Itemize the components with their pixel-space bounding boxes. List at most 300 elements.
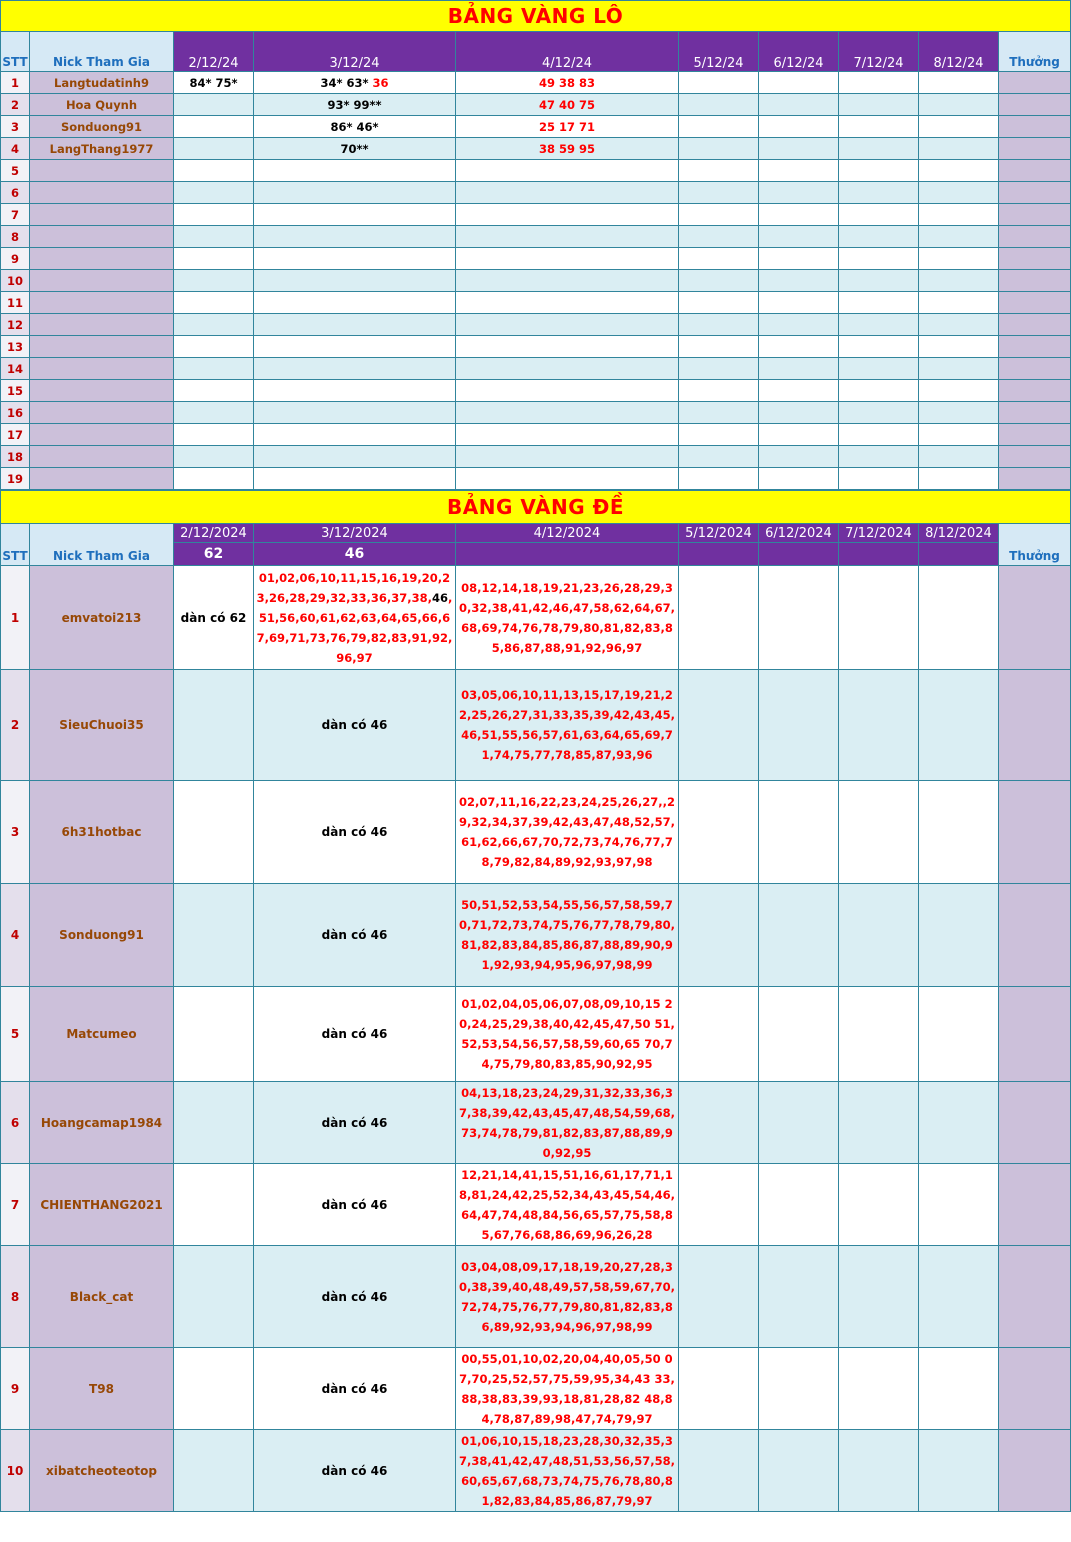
table-row	[1, 781, 1071, 884]
lo-entry-cell	[759, 72, 839, 94]
row-number: 16	[1, 402, 30, 424]
lo-entry-cell	[254, 270, 456, 292]
row-number: 6	[1, 1082, 30, 1164]
lo-entry-miss: 36	[368, 75, 389, 90]
reward-cell	[999, 402, 1071, 424]
de-result-cell: 46	[254, 543, 456, 566]
lo-entry-cell	[759, 204, 839, 226]
lo-entry-cell	[919, 138, 999, 160]
lo-entry-cell	[254, 468, 456, 490]
de-entry-cell	[456, 1348, 679, 1430]
table-row	[1, 336, 1071, 358]
de-entry-cell	[174, 781, 254, 884]
de-number-list	[254, 568, 455, 668]
table-row	[1, 358, 1071, 380]
lo-entry-cell	[919, 336, 999, 358]
lo-entry-cell	[679, 116, 759, 138]
reward-cell	[999, 182, 1071, 204]
lo-entry-cell	[174, 248, 254, 270]
lo-entry-cell	[456, 160, 679, 182]
lo-entry-cell	[839, 160, 919, 182]
lo-entry-cell	[839, 182, 919, 204]
de-entry-cell: dàn có 46	[254, 1164, 456, 1246]
lo-entry-cell	[839, 380, 919, 402]
lo-entry-cell	[919, 204, 999, 226]
nick-name	[30, 160, 174, 182]
lo-entry-cell	[919, 182, 999, 204]
nick-name	[30, 314, 174, 336]
nick-name	[30, 468, 174, 490]
de-entry-cell	[679, 1246, 759, 1348]
lo-entry-cell	[759, 226, 839, 248]
de-entry-cell: dàn có 46	[254, 1430, 456, 1512]
lo-entry-cell: 47 40 75	[456, 94, 679, 116]
de-entry-cell	[679, 781, 759, 884]
nick-name: emvatoi213	[30, 566, 174, 670]
lo-entry-cell	[919, 72, 999, 94]
table-row	[1, 72, 1071, 94]
de-entry-cell	[174, 884, 254, 987]
de-number-list: 08,12,14,18,19,21,23,26,28,29,30,32,38,41,42,46,47,58,62,64,67,68,69,74,76,78,79,80,81,82,83,85,86,87,88,91,92,96,97	[458, 580, 676, 655]
de-entry-cell	[839, 566, 919, 670]
de-entry-cell	[456, 781, 679, 884]
lo-entry-cell	[919, 446, 999, 468]
lo-entry-cell	[759, 160, 839, 182]
lo-entry-cell	[759, 248, 839, 270]
lo-entry-cell	[919, 314, 999, 336]
table-row	[1, 248, 1071, 270]
de-date-header: 8/12/2024	[919, 524, 999, 543]
nick-name	[30, 358, 174, 380]
lo-entry-cell	[456, 270, 679, 292]
lo-entry-cell: 25 17 71	[456, 116, 679, 138]
reward-cell	[999, 226, 1071, 248]
nick-name: Matcumeo	[30, 987, 174, 1082]
nick-name	[30, 424, 174, 446]
de-entry-cell	[679, 884, 759, 987]
lo-entry-cell	[839, 446, 919, 468]
lo-entry-cell	[456, 292, 679, 314]
table-row	[1, 1164, 1071, 1246]
lo-entry-cell	[759, 358, 839, 380]
lo-entry-cell	[456, 336, 679, 358]
lo-entry-cell	[679, 292, 759, 314]
de-number-list-part: 01,02,06,10,11,15,16,19,20,23,26,28,29,32,33,36,37,38,	[256, 570, 451, 605]
de-number-list: 01,06,10,15,18,23,28,30,32,35,37,38,41,42,47,48,51,53,56,57,58,60,65,67,68,73,74,75,76,78,80,81,82,83,84,85,86,87,79,97	[458, 1433, 676, 1508]
row-number: 5	[1, 160, 30, 182]
table-row	[1, 566, 1071, 670]
de-entry-cell	[759, 1164, 839, 1246]
de-entry-cell	[919, 1246, 999, 1348]
de-number-hit: 46	[431, 590, 448, 605]
lo-entry-cell	[679, 226, 759, 248]
lo-entry-cell	[759, 468, 839, 490]
nick-name: xibatcheoteotop	[30, 1430, 174, 1512]
nick-name: LangThang1977	[30, 138, 174, 160]
de-entry-cell	[759, 987, 839, 1082]
table-row	[1, 182, 1071, 204]
de-number-list: 12,21,14,41,15,51,16,61,17,71,18,81,24,42,25,52,34,43,45,54,46,64,47,74,48,84,56,65,57,75,58,85,67,76,68,86,69,96,26,28	[458, 1167, 676, 1242]
table-row	[1, 468, 1071, 490]
lo-date-header: 5/12/24	[679, 32, 759, 72]
reward-cell	[999, 1430, 1071, 1512]
lo-entry-cell	[254, 314, 456, 336]
table-row	[1, 160, 1071, 182]
lo-entry-cell	[254, 358, 456, 380]
lo-date-header: 4/12/24	[456, 32, 679, 72]
lo-entry-cell	[679, 94, 759, 116]
de-entry-cell	[839, 884, 919, 987]
lo-entry-cell	[456, 226, 679, 248]
lo-date-header: 2/12/24	[174, 32, 254, 72]
nick-name	[30, 336, 174, 358]
de-result-cell	[456, 543, 679, 566]
lo-entry-cell	[254, 446, 456, 468]
lo-entry-cell	[456, 424, 679, 446]
nick-name: Sonduong91	[30, 884, 174, 987]
de-entry-cell	[839, 1082, 919, 1164]
lo-entry-cell	[839, 468, 919, 490]
lo-entry-cell	[174, 182, 254, 204]
lo-entry-cell	[759, 424, 839, 446]
row-number: 6	[1, 182, 30, 204]
lo-entry-cell	[839, 270, 919, 292]
lo-entry-cell	[254, 72, 456, 94]
de-entry-cell	[919, 781, 999, 884]
lo-entry-cell	[679, 204, 759, 226]
nick-name: Hoangcamap1984	[30, 1082, 174, 1164]
lo-entry-cell	[919, 248, 999, 270]
de-result-cell	[839, 543, 919, 566]
nick-name: Langtudatinh9	[30, 72, 174, 94]
row-number: 1	[1, 566, 30, 670]
de-entry-cell	[456, 884, 679, 987]
lo-date-header: 7/12/24	[839, 32, 919, 72]
lo-entry-cell	[456, 248, 679, 270]
nick-name	[30, 226, 174, 248]
de-entry-cell	[759, 566, 839, 670]
table-row	[1, 1082, 1071, 1164]
lo-entry-cell	[174, 94, 254, 116]
de-number-list-part: ,51,56,60,61,62,63,64,65,66,67,69,71,73,76,79,82,83,91,92,96,97	[256, 590, 453, 665]
row-number: 5	[1, 987, 30, 1082]
reward-cell	[999, 781, 1071, 884]
de-entry-cell	[759, 1082, 839, 1164]
row-number: 8	[1, 226, 30, 248]
table-row	[1, 270, 1071, 292]
de-entry-cell	[759, 781, 839, 884]
row-number: 17	[1, 424, 30, 446]
de-number-list: 04,13,18,23,24,29,31,32,33,36,37,38,39,42,43,45,47,48,54,59,68,73,74,78,79,81,82,83,87,88,89,90,92,95	[458, 1085, 676, 1160]
de-date-header: 6/12/2024	[759, 524, 839, 543]
de-number-list: 03,05,06,10,11,13,15,17,19,21,22,25,26,27,31,33,35,39,42,43,45,46,51,55,56,57,61,63,64,65,69,71,74,75,77,78,85,87,93,96	[458, 688, 676, 762]
de-entry-cell	[839, 1430, 919, 1512]
lo-entry-cell	[254, 380, 456, 402]
nick-name	[30, 204, 174, 226]
lo-entry-cell	[174, 138, 254, 160]
table-row	[1, 670, 1071, 781]
de-title: BẢNG VÀNG ĐỀ	[1, 491, 1071, 524]
row-number: 1	[1, 72, 30, 94]
nick-name: T98	[30, 1348, 174, 1430]
row-number: 3	[1, 116, 30, 138]
lo-entry-cell	[254, 402, 456, 424]
de-entry-cell: dàn có 62	[174, 566, 254, 670]
de-entry-cell: dàn có 46	[254, 1246, 456, 1348]
de-entry-cell	[174, 1246, 254, 1348]
de-entry-cell	[456, 1430, 679, 1512]
reward-cell	[999, 468, 1071, 490]
reward-cell	[999, 116, 1071, 138]
de-entry-cell	[174, 1430, 254, 1512]
row-number: 10	[1, 1430, 30, 1512]
lo-entry-cell	[679, 468, 759, 490]
row-number: 11	[1, 292, 30, 314]
lo-entry-cell	[254, 94, 456, 116]
lo-entry-cell	[839, 72, 919, 94]
de-entry-cell	[174, 1348, 254, 1430]
lo-entry-cell	[174, 402, 254, 424]
lo-entry-cell	[254, 424, 456, 446]
lo-entry-cell	[919, 116, 999, 138]
lo-date-header: 6/12/24	[759, 32, 839, 72]
table-row	[1, 116, 1071, 138]
de-entry-cell	[919, 1348, 999, 1430]
reward-cell	[999, 336, 1071, 358]
reward-cell	[999, 1082, 1071, 1164]
lo-entry-cell	[254, 336, 456, 358]
lo-title: BẢNG VÀNG LÔ	[1, 1, 1071, 32]
lo-entry-cell	[919, 270, 999, 292]
lo-entry-cell	[456, 402, 679, 424]
de-date-header: 7/12/2024	[839, 524, 919, 543]
lo-entry-cell	[919, 468, 999, 490]
bang-vang-de-table	[0, 490, 1071, 1512]
de-entry-cell	[679, 987, 759, 1082]
row-number: 4	[1, 884, 30, 987]
row-number: 9	[1, 248, 30, 270]
de-nick-header: Nick Tham Gia	[30, 524, 174, 566]
lo-entry-cell	[839, 314, 919, 336]
table-row	[1, 94, 1071, 116]
lo-entry-cell	[679, 446, 759, 468]
de-entry-cell	[919, 1164, 999, 1246]
de-entry-cell	[456, 566, 679, 670]
table-row	[1, 1348, 1071, 1430]
de-entry-cell	[254, 566, 456, 670]
lo-entry-cell	[254, 138, 456, 160]
de-entry-cell	[174, 670, 254, 781]
table-row	[1, 204, 1071, 226]
lo-nick-header: Nick Tham Gia	[30, 32, 174, 72]
reward-cell	[999, 94, 1071, 116]
reward-cell	[999, 1164, 1071, 1246]
lo-entry-cell	[174, 380, 254, 402]
de-entry-cell	[839, 670, 919, 781]
reward-cell	[999, 670, 1071, 781]
table-row	[1, 402, 1071, 424]
lo-date-header: 3/12/24	[254, 32, 456, 72]
lo-entry-cell	[679, 182, 759, 204]
de-entry-cell	[759, 1246, 839, 1348]
lo-entry-hit: 93* 99**	[327, 97, 382, 112]
table-row	[1, 138, 1071, 160]
de-number-list: 02,07,11,16,22,23,24,25,26,27,,29,32,34,37,39,42,43,47,48,52,57,61,62,66,67,70,72,73,74,76,77,78,79,82,84,89,92,93,97,98	[458, 795, 676, 869]
lo-entry-cell	[679, 314, 759, 336]
de-entry-cell	[174, 1164, 254, 1246]
de-date-header: 5/12/2024	[679, 524, 759, 543]
lo-entry-cell	[919, 160, 999, 182]
de-entry-cell	[759, 1430, 839, 1512]
reward-cell	[999, 987, 1071, 1082]
reward-cell	[999, 380, 1071, 402]
reward-cell	[999, 270, 1071, 292]
de-entry-cell	[919, 1082, 999, 1164]
lo-entry-cell	[759, 314, 839, 336]
de-date-header: 4/12/2024	[456, 524, 679, 543]
lo-entry-cell	[174, 336, 254, 358]
lo-entry-cell	[759, 116, 839, 138]
nick-name	[30, 402, 174, 424]
reward-cell	[999, 566, 1071, 670]
lo-entry-hit: 34* 63*	[320, 75, 369, 90]
reward-cell	[999, 1348, 1071, 1430]
lo-entry-cell	[254, 226, 456, 248]
de-entry-cell	[919, 1430, 999, 1512]
table-row	[1, 380, 1071, 402]
de-entry-cell	[759, 670, 839, 781]
reward-cell	[999, 314, 1071, 336]
de-entry-cell	[679, 670, 759, 781]
lo-entry-cell	[839, 116, 919, 138]
de-entry-cell	[839, 1164, 919, 1246]
lo-entry-hit: 86* 46*	[330, 119, 379, 134]
lo-entry-cell	[254, 204, 456, 226]
lo-entry-cell	[759, 380, 839, 402]
lo-entry-cell	[759, 336, 839, 358]
de-entry-cell	[679, 1082, 759, 1164]
lo-entry-cell: 49 38 83	[456, 72, 679, 94]
de-entry-cell: dàn có 46	[254, 670, 456, 781]
lo-entry-cell	[254, 292, 456, 314]
nick-name: Sonduong91	[30, 116, 174, 138]
de-number-list: 00,55,01,10,02,20,04,40,05,50 07,70,25,52,57,75,59,95,34,43 33,88,38,83,39,93,18,81,28,82 48,84,78,87,89,98,47,74,79,97	[459, 1351, 675, 1426]
lo-entry-cell	[839, 226, 919, 248]
de-stt-header: STT	[1, 524, 30, 566]
lo-entry-cell	[174, 446, 254, 468]
de-entry-cell: dàn có 46	[254, 1082, 456, 1164]
lo-entry-cell	[174, 160, 254, 182]
row-number: 12	[1, 314, 30, 336]
row-number: 19	[1, 468, 30, 490]
lo-entry-cell	[839, 358, 919, 380]
lo-entry-cell	[679, 270, 759, 292]
lo-entry-cell	[174, 424, 254, 446]
lo-entry-cell	[839, 138, 919, 160]
de-entry-cell	[456, 670, 679, 781]
lo-entry-cell	[174, 270, 254, 292]
nick-name: SieuChuoi35	[30, 670, 174, 781]
de-entry-cell	[759, 1348, 839, 1430]
de-date-header: 2/12/2024	[174, 524, 254, 543]
lo-entry-cell	[456, 468, 679, 490]
lo-entry-cell	[174, 358, 254, 380]
lo-entry-cell	[919, 424, 999, 446]
row-number: 10	[1, 270, 30, 292]
table-row	[1, 292, 1071, 314]
table-row	[1, 1246, 1071, 1348]
row-number: 14	[1, 358, 30, 380]
de-entry-cell	[839, 1348, 919, 1430]
de-number-list: 50,51,52,53,54,55,56,57,58,59,70,71,72,73,74,75,76,77,78,79,80,81,82,83,84,85,86,87,88,89,90,91,92,93,94,95,96,97,98,99	[458, 898, 676, 972]
de-entry-cell	[174, 987, 254, 1082]
lo-entry-cell	[919, 380, 999, 402]
lo-entry-cell	[919, 226, 999, 248]
reward-cell	[999, 138, 1071, 160]
de-entry-cell	[919, 987, 999, 1082]
de-entry-cell	[174, 1082, 254, 1164]
lo-entry-cell	[679, 248, 759, 270]
row-number: 2	[1, 94, 30, 116]
table-row	[1, 884, 1071, 987]
reward-cell	[999, 292, 1071, 314]
lo-entry-cell	[254, 116, 456, 138]
lo-entry-cell	[839, 402, 919, 424]
de-result-cell	[679, 543, 759, 566]
nick-name	[30, 292, 174, 314]
lo-entry-cell: 84* 75*	[174, 72, 254, 94]
row-number: 7	[1, 204, 30, 226]
lo-entry-cell	[679, 138, 759, 160]
de-entry-cell	[679, 1430, 759, 1512]
de-entry-cell	[919, 566, 999, 670]
row-number: 2	[1, 670, 30, 781]
lo-entry-cell	[759, 446, 839, 468]
lo-entry-cell	[839, 248, 919, 270]
lo-entry-cell	[839, 424, 919, 446]
de-entry-cell	[839, 781, 919, 884]
lo-entry-cell	[174, 204, 254, 226]
lo-reward-header: Thưởng	[999, 32, 1071, 72]
reward-cell	[999, 1246, 1071, 1348]
nick-name	[30, 182, 174, 204]
reward-cell	[999, 72, 1071, 94]
row-number: 13	[1, 336, 30, 358]
row-number: 9	[1, 1348, 30, 1430]
lo-entry-cell	[919, 94, 999, 116]
de-entry-cell: dàn có 46	[254, 884, 456, 987]
row-number: 15	[1, 380, 30, 402]
lo-entry-cell	[759, 182, 839, 204]
reward-cell	[999, 884, 1071, 987]
nick-name	[30, 270, 174, 292]
lo-entry-cell	[759, 402, 839, 424]
table-row	[1, 314, 1071, 336]
lo-stt-header: STT	[1, 32, 30, 72]
de-entry-cell	[679, 1164, 759, 1246]
row-number: 7	[1, 1164, 30, 1246]
de-date-header: 3/12/2024	[254, 524, 456, 543]
nick-name: Hoa Quynh	[30, 94, 174, 116]
lo-entry-cell	[839, 336, 919, 358]
lo-entry-cell	[919, 402, 999, 424]
lo-entry-cell	[839, 204, 919, 226]
lo-entry-cell	[679, 380, 759, 402]
table-row	[1, 1430, 1071, 1512]
de-reward-header: Thưởng	[999, 524, 1071, 566]
row-number: 4	[1, 138, 30, 160]
de-entry-cell	[919, 884, 999, 987]
